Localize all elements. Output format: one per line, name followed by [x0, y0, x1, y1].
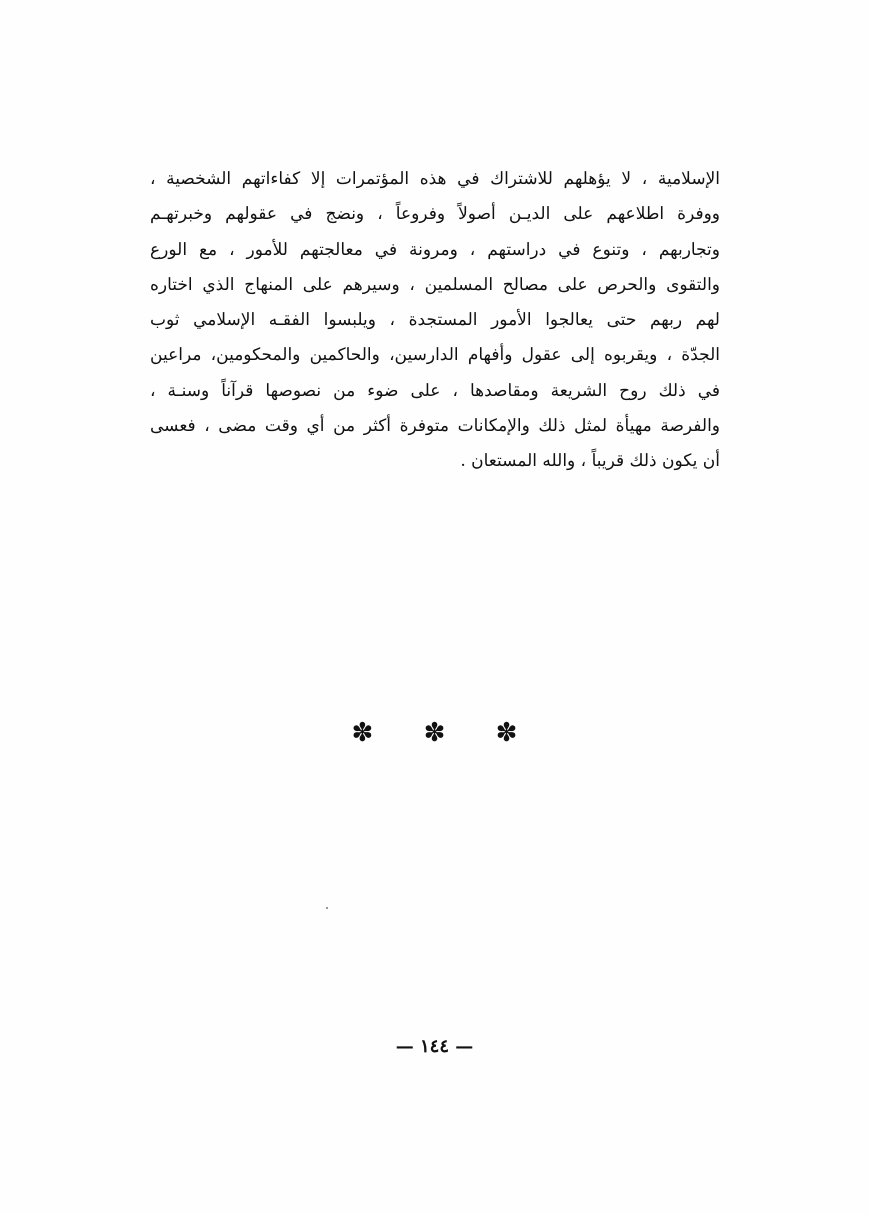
section-separator [0, 718, 869, 748]
body-line-1: الإسلامية ، لا يؤهلهم للاشتراك في هذه المؤتمرات إلا كفاءاتهم الشخصية ، [150, 169, 720, 189]
body-line-6: الجدّة ، ويقربوه إلى عقول وأفهام الدارسين، والحاكمين والمحكومين، مراعين [150, 345, 720, 366]
body-line-5: لهم ربهم حتى يعالجوا الأمور المستجدة ، ويلبسوا الفقـه الإسلامي ثوب [150, 310, 720, 331]
body-line-8: والفرصة مهيأة لمثل ذلك والإمكانات متوفرة أكثر من أي وقت مضى ، فعسى [150, 416, 720, 437]
asterism-star-icon: ✽ [351, 718, 374, 748]
body-text [150, 162, 720, 480]
body-line-9: أن يكون ذلك قريباً ، والله المستعان . [460, 451, 720, 472]
body-line-4: والتقوى والحرص على مصالح المسلمين ، وسيرهم على المنهاج الذي اختاره [150, 274, 720, 295]
body-line-2: ووفرة اطلاعهم على الديـن أصولاً وفروعاً ، ونضج في عقولهم وخبرتهـم [150, 204, 720, 225]
page-number: — ١٤٤ — [395, 1036, 474, 1057]
body-line-3: وتجاربهم ، وتنوع في دراستهم ، ومرونة في معالجتهم للأمور ، مع الورع [150, 239, 720, 260]
speck-mark [326, 907, 328, 909]
asterism-star-icon: ✽ [423, 718, 446, 748]
body-line-7: في ذلك روح الشريعة ومقاصدها ، على ضوء من نصوصها قرآناً وسنـة ، [150, 380, 720, 401]
asterism-star-icon: ✽ [495, 718, 518, 748]
